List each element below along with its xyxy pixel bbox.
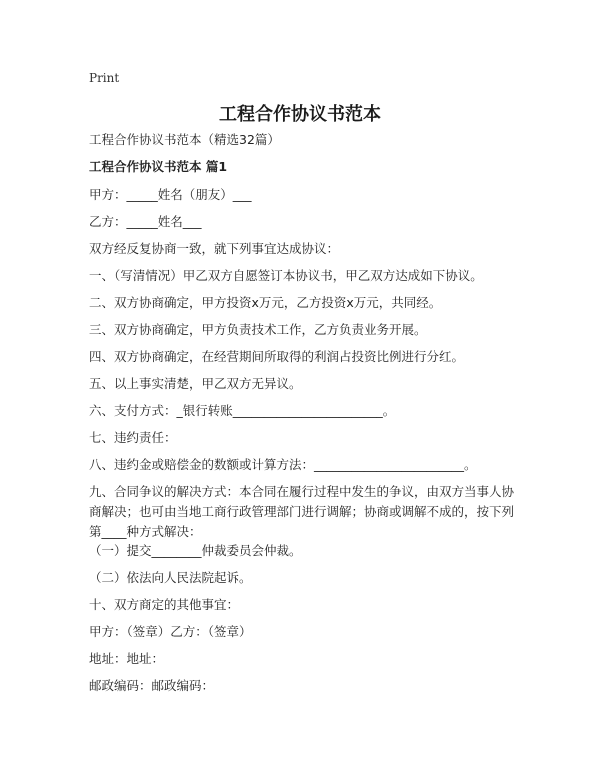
clause-3: 三、双方协商确定，甲方负责技术工作，乙方负责业务开展。 (89, 322, 427, 337)
clause-1: 一、（写清情况）甲乙双方自愿签订本协议书，甲乙双方达成如下协议。 (89, 268, 483, 283)
clause-10: 十、双方商定的其他事宜： (89, 597, 240, 612)
clause-2: 二、双方协商确定，甲方投资x万元，乙方投资x万元，共同经。 (89, 295, 442, 310)
postcode-line: 邮政编码：邮政编码： (89, 678, 215, 693)
option-2: （二）依法向人民法院起诉。 (89, 570, 252, 585)
party-b-line: 乙方：_____姓名___ (89, 214, 202, 229)
option-1: （一）提交________仲裁委员会仲裁。 (89, 543, 302, 558)
section-heading: 工程合作协议书范本 篇1 (89, 159, 228, 174)
party-a-line: 甲方：_____姓名（朋友）___ (89, 187, 252, 202)
clause-4: 四、双方协商确定，在经营期间所取得的利润占投资比例进行分红。 (89, 349, 465, 364)
signature-line: 甲方：（签章）乙方：（签章） (89, 624, 252, 639)
document-title: 工程合作协议书范本 (219, 104, 381, 125)
address-line: 地址：地址： (89, 651, 165, 666)
clause-5: 五、以上事实清楚，甲乙双方无异议。 (89, 376, 302, 391)
document-subtitle: 工程合作协议书范本（精选32篇） (89, 132, 280, 147)
clause-6: 六、支付方式：_银行转账________________________。 (89, 403, 396, 418)
agreement-intro: 双方经反复协商一致，就下列事宜达成协议： (89, 241, 340, 256)
clause-9: 九、合同争议的解决方式：本合同在履行过程中发生的争议，由双方当事人协商解决；也可由当地工商行政管理部门进行调解；协商或调解不成的，按下列第____种方式解决： (89, 484, 515, 539)
print-label[interactable]: Print (89, 71, 120, 85)
clause-8: 八、违约金或赔偿金的数额或计算方法：________________________。 (89, 457, 477, 472)
clause-7: 七、违约责任： (89, 430, 177, 445)
